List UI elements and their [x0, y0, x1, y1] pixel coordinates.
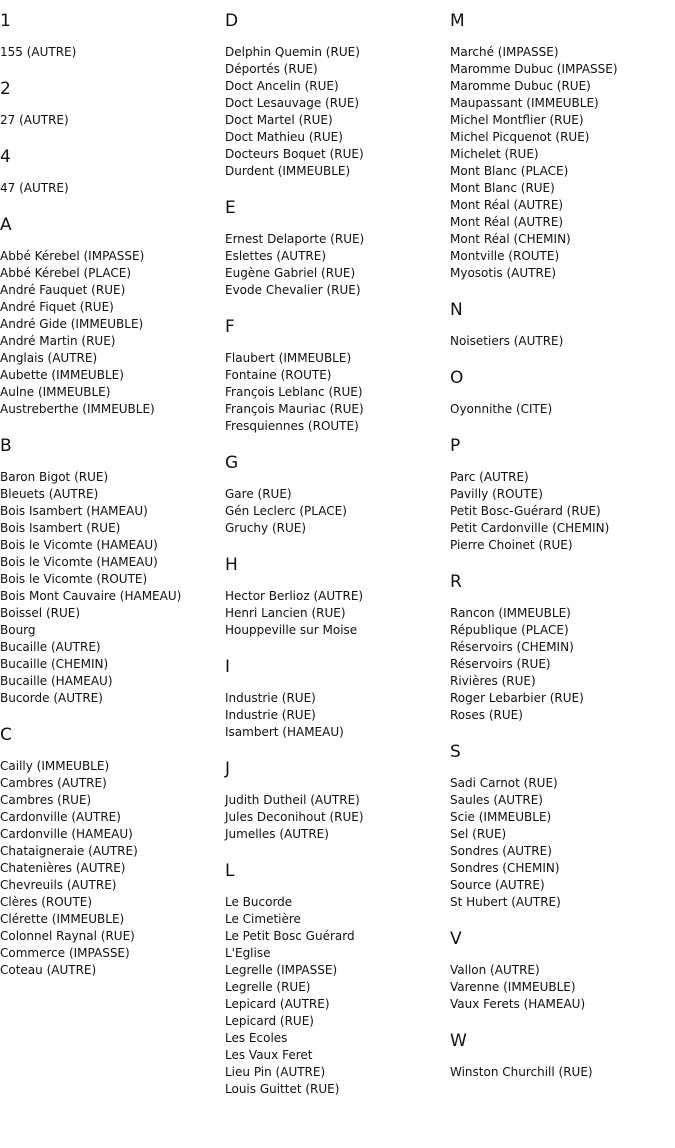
- street-list: [225, 690, 450, 741]
- letter-heading: S: [450, 742, 461, 762]
- letter-group: [0, 79, 225, 129]
- street-entry: Abbé Kérebel (IMPASSE): [0, 249, 145, 263]
- street-entry: Michelet (RUE): [450, 147, 539, 161]
- street-entry: Noisetiers (AUTRE): [450, 334, 564, 348]
- street-list: [225, 350, 450, 435]
- street-entry: Saules (AUTRE): [450, 793, 543, 807]
- street-entry: Sel (RUE): [450, 827, 507, 841]
- street-entry: Roses (RUE): [450, 708, 523, 722]
- street-entry: Doct Martel (RUE): [225, 113, 333, 127]
- street-entry: Aulne (IMMEUBLE): [0, 385, 111, 399]
- street-entry: 47 (AUTRE): [0, 181, 69, 195]
- street-entry: Parc (AUTRE): [450, 470, 529, 484]
- street-entry: Montville (ROUTE): [450, 249, 560, 263]
- street-entry: Cambres (AUTRE): [0, 776, 107, 790]
- street-entry: Clères (ROUTE): [0, 895, 93, 909]
- letter-heading: O: [450, 368, 464, 388]
- street-entry: Legrelle (IMPASSE): [225, 963, 338, 977]
- street-entry: Scie (IMMEUBLE): [450, 810, 552, 824]
- street-list: [225, 588, 450, 639]
- street-list: [0, 44, 225, 61]
- street-list: [0, 248, 225, 418]
- street-entry: Winston Churchill (RUE): [450, 1065, 593, 1079]
- street-entry: Doct Ancelin (RUE): [225, 79, 339, 93]
- index-column-3: [450, 11, 675, 1099]
- letter-heading: N: [450, 300, 463, 320]
- street-entry: Cailly (IMMEUBLE): [0, 759, 110, 773]
- street-entry: Myosotis (AUTRE): [450, 266, 557, 280]
- street-entry: Bois Isambert (RUE): [0, 521, 121, 535]
- street-entry: Coteau (AUTRE): [0, 963, 97, 977]
- street-entry: Flaubert (IMMEUBLE): [225, 351, 352, 365]
- street-entry: Bois Isambert (HAMEAU): [0, 504, 148, 518]
- street-entry: Aubette (IMMEUBLE): [0, 368, 124, 382]
- street-entry: Chevreuils (AUTRE): [0, 878, 117, 892]
- street-entry: Durdent (IMMEUBLE): [225, 164, 351, 178]
- street-entry: Anglais (AUTRE): [0, 351, 98, 365]
- street-entry: République (PLACE): [450, 623, 569, 637]
- letter-heading: E: [225, 198, 236, 218]
- letter-group: [225, 657, 450, 741]
- street-list: [225, 894, 450, 1098]
- street-entry: Mont Réal (AUTRE): [450, 215, 564, 229]
- street-list: [0, 758, 225, 979]
- street-list: [450, 469, 675, 554]
- street-entry: Industrie (RUE): [225, 708, 316, 722]
- letter-heading: 4: [0, 147, 11, 167]
- letter-group: [225, 198, 450, 299]
- street-entry: Jules Deconihout (RUE): [225, 810, 364, 824]
- street-entry: Mont Réal (CHEMIN): [450, 232, 571, 246]
- street-entry: Eslettes (AUTRE): [225, 249, 327, 263]
- street-list: [450, 401, 675, 418]
- letter-group: [450, 300, 675, 350]
- street-entry: Le Cimetière: [225, 912, 301, 926]
- letter-heading: G: [225, 453, 239, 473]
- street-entry: Bois le Vicomte (ROUTE): [0, 572, 148, 586]
- street-entry: Judith Dutheil (AUTRE): [225, 793, 360, 807]
- street-entry: Mont Blanc (RUE): [450, 181, 555, 195]
- street-entry: Rancon (IMMEUBLE): [450, 606, 571, 620]
- street-entry: André Fauquet (RUE): [0, 283, 126, 297]
- street-entry: Varenne (IMMEUBLE): [450, 980, 576, 994]
- letter-heading: I: [225, 657, 231, 677]
- letter-group: [225, 759, 450, 843]
- street-entry: Hector Berlioz (AUTRE): [225, 589, 364, 603]
- street-entry: Bois Mont Cauvaire (HAMEAU): [0, 589, 182, 603]
- street-entry: L'Eglise: [225, 946, 271, 960]
- letter-group: [450, 436, 675, 554]
- street-entry: Roger Lebarbier (RUE): [450, 691, 584, 705]
- street-list: [225, 44, 450, 180]
- street-entry: Houppeville sur Moise: [225, 623, 358, 637]
- street-entry: Baron Bigot (RUE): [0, 470, 109, 484]
- street-list: [450, 775, 675, 911]
- street-entry: Le Petit Bosc Guérard: [225, 929, 355, 943]
- street-entry: Bucaille (AUTRE): [0, 640, 101, 654]
- index-column-1: [0, 11, 225, 997]
- street-entry: Jumelles (AUTRE): [225, 827, 329, 841]
- street-entry: Evode Chevalier (RUE): [225, 283, 361, 297]
- letter-group: [225, 861, 450, 1098]
- street-entry: François Mauriac (RUE): [225, 402, 364, 416]
- street-entry: Industrie (RUE): [225, 691, 316, 705]
- street-entry: François Leblanc (RUE): [225, 385, 363, 399]
- street-entry: Colonnel Raynal (RUE): [0, 929, 135, 943]
- street-entry: Chatenières (AUTRE): [0, 861, 126, 875]
- street-entry: Rivières (RUE): [450, 674, 536, 688]
- street-entry: Henri Lancien (RUE): [225, 606, 346, 620]
- street-list: [450, 44, 675, 282]
- street-entry: Louis Guittet (RUE): [225, 1082, 340, 1096]
- street-list: [450, 962, 675, 1013]
- letter-heading: F: [225, 317, 235, 337]
- street-entry: Clérette (IMMEUBLE): [0, 912, 125, 926]
- letter-group: [0, 147, 225, 197]
- street-entry: Abbé Kérebel (PLACE): [0, 266, 132, 280]
- street-entry: Mont Réal (AUTRE): [450, 198, 564, 212]
- street-entry: Mont Blanc (PLACE): [450, 164, 569, 178]
- letter-heading: A: [0, 215, 12, 235]
- letter-heading: L: [225, 861, 235, 881]
- letter-heading: V: [450, 929, 462, 949]
- street-list: [450, 605, 675, 724]
- street-list: [450, 1064, 675, 1081]
- letter-heading: H: [225, 555, 238, 575]
- street-entry: Pavilly (ROUTE): [450, 487, 543, 501]
- street-list: [225, 792, 450, 843]
- street-entry: Lieu Pin (AUTRE): [225, 1065, 326, 1079]
- street-entry: Maromme Dubuc (IMPASSE): [450, 62, 618, 76]
- street-entry: Sondres (CHEMIN): [450, 861, 560, 875]
- street-entry: Bourg: [0, 623, 36, 637]
- street-entry: Petit Cardonville (CHEMIN): [450, 521, 610, 535]
- street-entry: Boissel (RUE): [0, 606, 81, 620]
- letter-heading: 2: [0, 79, 11, 99]
- street-entry: Fresquiennes (ROUTE): [225, 419, 359, 433]
- street-entry: Réservoirs (CHEMIN): [450, 640, 574, 654]
- letter-group: [450, 11, 675, 282]
- street-entry: Bois le Vicomte (HAMEAU): [0, 538, 158, 552]
- street-entry: André Fiquet (RUE): [0, 300, 114, 314]
- street-list: [450, 333, 675, 350]
- street-entry: Réservoirs (RUE): [450, 657, 551, 671]
- letter-heading: C: [0, 725, 12, 745]
- street-entry: Pierre Choinet (RUE): [450, 538, 573, 552]
- street-entry: Vaux Ferets (HAMEAU): [450, 997, 586, 1011]
- street-entry: Austreberthe (IMMEUBLE): [0, 402, 155, 416]
- letter-group: [0, 725, 225, 979]
- street-entry: Legrelle (RUE): [225, 980, 311, 994]
- street-entry: Gruchy (RUE): [225, 521, 307, 535]
- street-entry: Ernest Delaporte (RUE): [225, 232, 365, 246]
- street-entry: Cardonville (AUTRE): [0, 810, 121, 824]
- street-entry: Doct Mathieu (RUE): [225, 130, 343, 144]
- letter-group: [225, 453, 450, 537]
- street-entry: Maupassant (IMMEUBLE): [450, 96, 599, 110]
- street-entry: Cardonville (HAMEAU): [0, 827, 133, 841]
- letter-group: [450, 742, 675, 911]
- street-entry: Vallon (AUTRE): [450, 963, 540, 977]
- street-entry: Marché (IMPASSE): [450, 45, 559, 59]
- letter-heading: R: [450, 572, 462, 592]
- index-column-2: [225, 11, 450, 1116]
- street-entry: Isambert (HAMEAU): [225, 725, 344, 739]
- letter-heading: M: [450, 11, 465, 31]
- street-entry: 155 (AUTRE): [0, 45, 77, 59]
- street-entry: 27 (AUTRE): [0, 113, 69, 127]
- letter-group: [0, 436, 225, 707]
- street-list: [0, 469, 225, 707]
- letter-group: [450, 572, 675, 724]
- street-entry: Source (AUTRE): [450, 878, 545, 892]
- street-entry: André Gide (IMMEUBLE): [0, 317, 144, 331]
- letter-group: [0, 215, 225, 418]
- letter-group: [225, 11, 450, 180]
- street-entry: Les Ecoles: [225, 1031, 288, 1045]
- street-entry: Docteurs Boquet (RUE): [225, 147, 364, 161]
- street-entry: Bucaille (CHEMIN): [0, 657, 109, 671]
- street-entry: Déportés (RUE): [225, 62, 318, 76]
- street-list: [225, 231, 450, 299]
- letter-heading: W: [450, 1031, 467, 1051]
- street-entry: Cambres (RUE): [0, 793, 92, 807]
- street-entry: Lepicard (RUE): [225, 1014, 314, 1028]
- letter-heading: J: [225, 759, 231, 779]
- street-entry: Sadi Carnot (RUE): [450, 776, 558, 790]
- street-entry: Delphin Quemin (RUE): [225, 45, 360, 59]
- street-entry: Eugène Gabriel (RUE): [225, 266, 356, 280]
- street-entry: Chataigneraie (AUTRE): [0, 844, 138, 858]
- letter-group: [225, 317, 450, 435]
- street-entry: Bleuets (AUTRE): [0, 487, 99, 501]
- street-entry: Gén Leclerc (PLACE): [225, 504, 347, 518]
- letter-heading: P: [450, 436, 461, 456]
- letter-group: [0, 11, 225, 61]
- letter-group: [450, 368, 675, 418]
- street-list: [225, 486, 450, 537]
- street-entry: Commerce (IMPASSE): [0, 946, 130, 960]
- street-entry: Michel Montflier (RUE): [450, 113, 584, 127]
- street-entry: Gare (RUE): [225, 487, 292, 501]
- street-entry: Lepicard (AUTRE): [225, 997, 330, 1011]
- street-entry: Maromme Dubuc (RUE): [450, 79, 591, 93]
- street-entry: Les Vaux Feret: [225, 1048, 313, 1062]
- street-entry: Doct Lesauvage (RUE): [225, 96, 360, 110]
- letter-group: [225, 555, 450, 639]
- street-entry: Fontaine (ROUTE): [225, 368, 332, 382]
- street-entry: Sondres (AUTRE): [450, 844, 552, 858]
- street-entry: St Hubert (AUTRE): [450, 895, 561, 909]
- letter-group: [450, 929, 675, 1013]
- street-entry: Le Bucorde: [225, 895, 293, 909]
- street-entry: Bucaille (HAMEAU): [0, 674, 113, 688]
- street-entry: Petit Bosc-Guérard (RUE): [450, 504, 601, 518]
- street-entry: Bois le Vicomte (HAMEAU): [0, 555, 158, 569]
- street-list: [0, 180, 225, 197]
- street-entry: Michel Picquenot (RUE): [450, 130, 590, 144]
- letter-group: [450, 1031, 675, 1081]
- street-list: [0, 112, 225, 129]
- street-entry: Bucorde (AUTRE): [0, 691, 103, 705]
- street-entry: Oyonnithe (CITE): [450, 402, 553, 416]
- letter-heading: D: [225, 11, 239, 31]
- street-entry: André Martin (RUE): [0, 334, 116, 348]
- letter-heading: 1: [0, 11, 11, 31]
- letter-heading: B: [0, 436, 12, 456]
